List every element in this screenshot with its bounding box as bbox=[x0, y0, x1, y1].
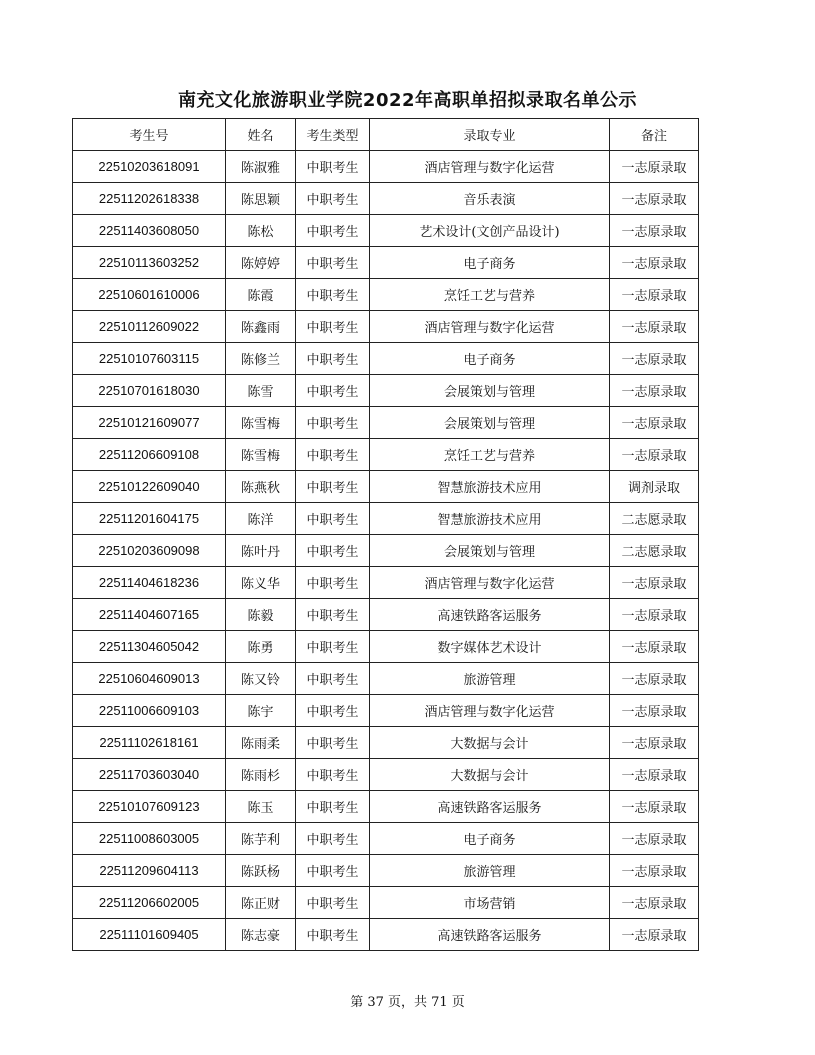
cell-candidate-type: 中职考生 bbox=[296, 407, 370, 439]
cell-remark: 一志原录取 bbox=[610, 183, 699, 215]
cell-name: 陈鑫雨 bbox=[226, 311, 296, 343]
cell-major: 高速铁路客运服务 bbox=[370, 791, 610, 823]
cell-name: 陈宇 bbox=[226, 695, 296, 727]
table-row bbox=[73, 279, 699, 311]
cell-candidate-type: 中职考生 bbox=[296, 695, 370, 727]
cell-name: 陈霞 bbox=[226, 279, 296, 311]
cell-major: 烹饪工艺与营养 bbox=[370, 439, 610, 471]
cell-major: 会展策划与管理 bbox=[370, 407, 610, 439]
cell-candidate-type: 中职考生 bbox=[296, 791, 370, 823]
table-row bbox=[73, 375, 699, 407]
header-exam-number: 考生号 bbox=[73, 119, 226, 151]
cell-exam-number: 22511006609103 bbox=[73, 695, 226, 727]
cell-remark: 一志原录取 bbox=[610, 727, 699, 759]
cell-remark: 一志原录取 bbox=[610, 599, 699, 631]
admission-table bbox=[72, 118, 699, 951]
table-row bbox=[73, 471, 699, 503]
table-row bbox=[73, 407, 699, 439]
cell-name: 陈正财 bbox=[226, 887, 296, 919]
cell-remark: 一志原录取 bbox=[610, 311, 699, 343]
table-row bbox=[73, 759, 699, 791]
cell-exam-number: 22511304605042 bbox=[73, 631, 226, 663]
header-remark: 备注 bbox=[610, 119, 699, 151]
cell-candidate-type: 中职考生 bbox=[296, 599, 370, 631]
cell-candidate-type: 中职考生 bbox=[296, 311, 370, 343]
cell-candidate-type: 中职考生 bbox=[296, 343, 370, 375]
cell-major: 旅游管理 bbox=[370, 855, 610, 887]
cell-exam-number: 22511404618236 bbox=[73, 567, 226, 599]
cell-exam-number: 22511404607165 bbox=[73, 599, 226, 631]
cell-remark: 二志愿录取 bbox=[610, 535, 699, 567]
table-row bbox=[73, 887, 699, 919]
cell-name: 陈志豪 bbox=[226, 919, 296, 951]
header-candidate-type: 考生类型 bbox=[296, 119, 370, 151]
cell-remark: 一志原录取 bbox=[610, 855, 699, 887]
cell-name: 陈修兰 bbox=[226, 343, 296, 375]
header-name: 姓名 bbox=[226, 119, 296, 151]
cell-exam-number: 22511202618338 bbox=[73, 183, 226, 215]
cell-candidate-type: 中职考生 bbox=[296, 663, 370, 695]
cell-major: 烹饪工艺与营养 bbox=[370, 279, 610, 311]
table-row bbox=[73, 183, 699, 215]
cell-candidate-type: 中职考生 bbox=[296, 759, 370, 791]
table-row bbox=[73, 727, 699, 759]
cell-name: 陈叶丹 bbox=[226, 535, 296, 567]
cell-candidate-type: 中职考生 bbox=[296, 439, 370, 471]
table-row bbox=[73, 855, 699, 887]
cell-candidate-type: 中职考生 bbox=[296, 823, 370, 855]
cell-major: 电子商务 bbox=[370, 247, 610, 279]
table-row bbox=[73, 503, 699, 535]
table-row bbox=[73, 663, 699, 695]
cell-name: 陈雨柔 bbox=[226, 727, 296, 759]
cell-remark: 二志愿录取 bbox=[610, 503, 699, 535]
cell-remark: 一志原录取 bbox=[610, 215, 699, 247]
cell-major: 数字媒体艺术设计 bbox=[370, 631, 610, 663]
page-title: 南充文化旅游职业学院2022年高职单招拟录取名单公示 bbox=[177, 90, 638, 111]
cell-remark: 一志原录取 bbox=[610, 695, 699, 727]
cell-name: 陈又铃 bbox=[226, 663, 296, 695]
cell-major: 艺术设计(文创产品设计) bbox=[370, 215, 610, 247]
cell-major: 酒店管理与数字化运营 bbox=[370, 567, 610, 599]
cell-exam-number: 22510604609013 bbox=[73, 663, 226, 695]
cell-name: 陈雪梅 bbox=[226, 439, 296, 471]
cell-candidate-type: 中职考生 bbox=[296, 567, 370, 599]
header-major: 录取专业 bbox=[370, 119, 610, 151]
cell-remark: 一志原录取 bbox=[610, 567, 699, 599]
cell-exam-number: 22511209604113 bbox=[73, 855, 226, 887]
cell-candidate-type: 中职考生 bbox=[296, 919, 370, 951]
cell-name: 陈燕秋 bbox=[226, 471, 296, 503]
cell-major: 酒店管理与数字化运营 bbox=[370, 151, 610, 183]
table-row bbox=[73, 919, 699, 951]
table-row bbox=[73, 631, 699, 663]
cell-remark: 调剂录取 bbox=[610, 471, 699, 503]
cell-exam-number: 22510203618091 bbox=[73, 151, 226, 183]
cell-candidate-type: 中职考生 bbox=[296, 375, 370, 407]
cell-exam-number: 22510107609123 bbox=[73, 791, 226, 823]
cell-major: 酒店管理与数字化运营 bbox=[370, 695, 610, 727]
cell-exam-number: 22511008603005 bbox=[73, 823, 226, 855]
cell-remark: 一志原录取 bbox=[610, 247, 699, 279]
cell-name: 陈勇 bbox=[226, 631, 296, 663]
cell-name: 陈雪梅 bbox=[226, 407, 296, 439]
cell-major: 高速铁路客运服务 bbox=[370, 599, 610, 631]
cell-remark: 一志原录取 bbox=[610, 375, 699, 407]
table-row bbox=[73, 695, 699, 727]
cell-exam-number: 22511206609108 bbox=[73, 439, 226, 471]
table-row bbox=[73, 151, 699, 183]
cell-candidate-type: 中职考生 bbox=[296, 887, 370, 919]
cell-remark: 一志原录取 bbox=[610, 759, 699, 791]
cell-name: 陈婷婷 bbox=[226, 247, 296, 279]
cell-exam-number: 22510121609077 bbox=[73, 407, 226, 439]
cell-candidate-type: 中职考生 bbox=[296, 855, 370, 887]
cell-candidate-type: 中职考生 bbox=[296, 279, 370, 311]
cell-name: 陈洋 bbox=[226, 503, 296, 535]
cell-exam-number: 22511206602005 bbox=[73, 887, 226, 919]
cell-major: 大数据与会计 bbox=[370, 759, 610, 791]
table-row bbox=[73, 567, 699, 599]
cell-candidate-type: 中职考生 bbox=[296, 247, 370, 279]
cell-exam-number: 22511102618161 bbox=[73, 727, 226, 759]
table-row bbox=[73, 439, 699, 471]
cell-remark: 一志原录取 bbox=[610, 279, 699, 311]
cell-candidate-type: 中职考生 bbox=[296, 183, 370, 215]
cell-exam-number: 22510203609098 bbox=[73, 535, 226, 567]
cell-remark: 一志原录取 bbox=[610, 407, 699, 439]
table-body bbox=[73, 151, 699, 951]
cell-major: 音乐表演 bbox=[370, 183, 610, 215]
cell-name: 陈淑雅 bbox=[226, 151, 296, 183]
cell-remark: 一志原录取 bbox=[610, 887, 699, 919]
page-number: 第 37 页，共 71 页 bbox=[350, 995, 465, 1010]
table-row bbox=[73, 215, 699, 247]
cell-candidate-type: 中职考生 bbox=[296, 215, 370, 247]
cell-major: 会展策划与管理 bbox=[370, 535, 610, 567]
cell-candidate-type: 中职考生 bbox=[296, 503, 370, 535]
cell-exam-number: 22510112609022 bbox=[73, 311, 226, 343]
cell-candidate-type: 中职考生 bbox=[296, 727, 370, 759]
cell-name: 陈松 bbox=[226, 215, 296, 247]
cell-exam-number: 22510601610006 bbox=[73, 279, 226, 311]
table-row bbox=[73, 791, 699, 823]
cell-candidate-type: 中职考生 bbox=[296, 151, 370, 183]
cell-exam-number: 22511101609405 bbox=[73, 919, 226, 951]
cell-name: 陈毅 bbox=[226, 599, 296, 631]
cell-name: 陈玉 bbox=[226, 791, 296, 823]
cell-name: 陈雨杉 bbox=[226, 759, 296, 791]
cell-major: 电子商务 bbox=[370, 343, 610, 375]
cell-name: 陈思颖 bbox=[226, 183, 296, 215]
cell-candidate-type: 中职考生 bbox=[296, 535, 370, 567]
cell-major: 旅游管理 bbox=[370, 663, 610, 695]
cell-exam-number: 22510122609040 bbox=[73, 471, 226, 503]
cell-major: 高速铁路客运服务 bbox=[370, 919, 610, 951]
cell-major: 智慧旅游技术应用 bbox=[370, 503, 610, 535]
cell-exam-number: 22510113603252 bbox=[73, 247, 226, 279]
cell-candidate-type: 中职考生 bbox=[296, 631, 370, 663]
cell-candidate-type: 中职考生 bbox=[296, 471, 370, 503]
table-header-row bbox=[73, 119, 699, 151]
cell-major: 会展策划与管理 bbox=[370, 375, 610, 407]
cell-name: 陈雪 bbox=[226, 375, 296, 407]
table-row bbox=[73, 343, 699, 375]
cell-major: 智慧旅游技术应用 bbox=[370, 471, 610, 503]
table-row bbox=[73, 599, 699, 631]
cell-major: 电子商务 bbox=[370, 823, 610, 855]
table-row bbox=[73, 535, 699, 567]
cell-remark: 一志原录取 bbox=[610, 663, 699, 695]
cell-remark: 一志原录取 bbox=[610, 919, 699, 951]
cell-major: 酒店管理与数字化运营 bbox=[370, 311, 610, 343]
cell-remark: 一志原录取 bbox=[610, 823, 699, 855]
table-row bbox=[73, 247, 699, 279]
cell-remark: 一志原录取 bbox=[610, 439, 699, 471]
table-row bbox=[73, 311, 699, 343]
cell-remark: 一志原录取 bbox=[610, 631, 699, 663]
cell-major: 市场营销 bbox=[370, 887, 610, 919]
cell-exam-number: 22511703603040 bbox=[73, 759, 226, 791]
cell-remark: 一志原录取 bbox=[610, 791, 699, 823]
cell-remark: 一志原录取 bbox=[610, 151, 699, 183]
cell-name: 陈芋利 bbox=[226, 823, 296, 855]
cell-remark: 一志原录取 bbox=[610, 343, 699, 375]
cell-major: 大数据与会计 bbox=[370, 727, 610, 759]
cell-exam-number: 22510701618030 bbox=[73, 375, 226, 407]
cell-name: 陈跃杨 bbox=[226, 855, 296, 887]
cell-exam-number: 22511201604175 bbox=[73, 503, 226, 535]
cell-exam-number: 22511403608050 bbox=[73, 215, 226, 247]
cell-name: 陈义华 bbox=[226, 567, 296, 599]
cell-exam-number: 22510107603115 bbox=[73, 343, 226, 375]
table-row bbox=[73, 823, 699, 855]
